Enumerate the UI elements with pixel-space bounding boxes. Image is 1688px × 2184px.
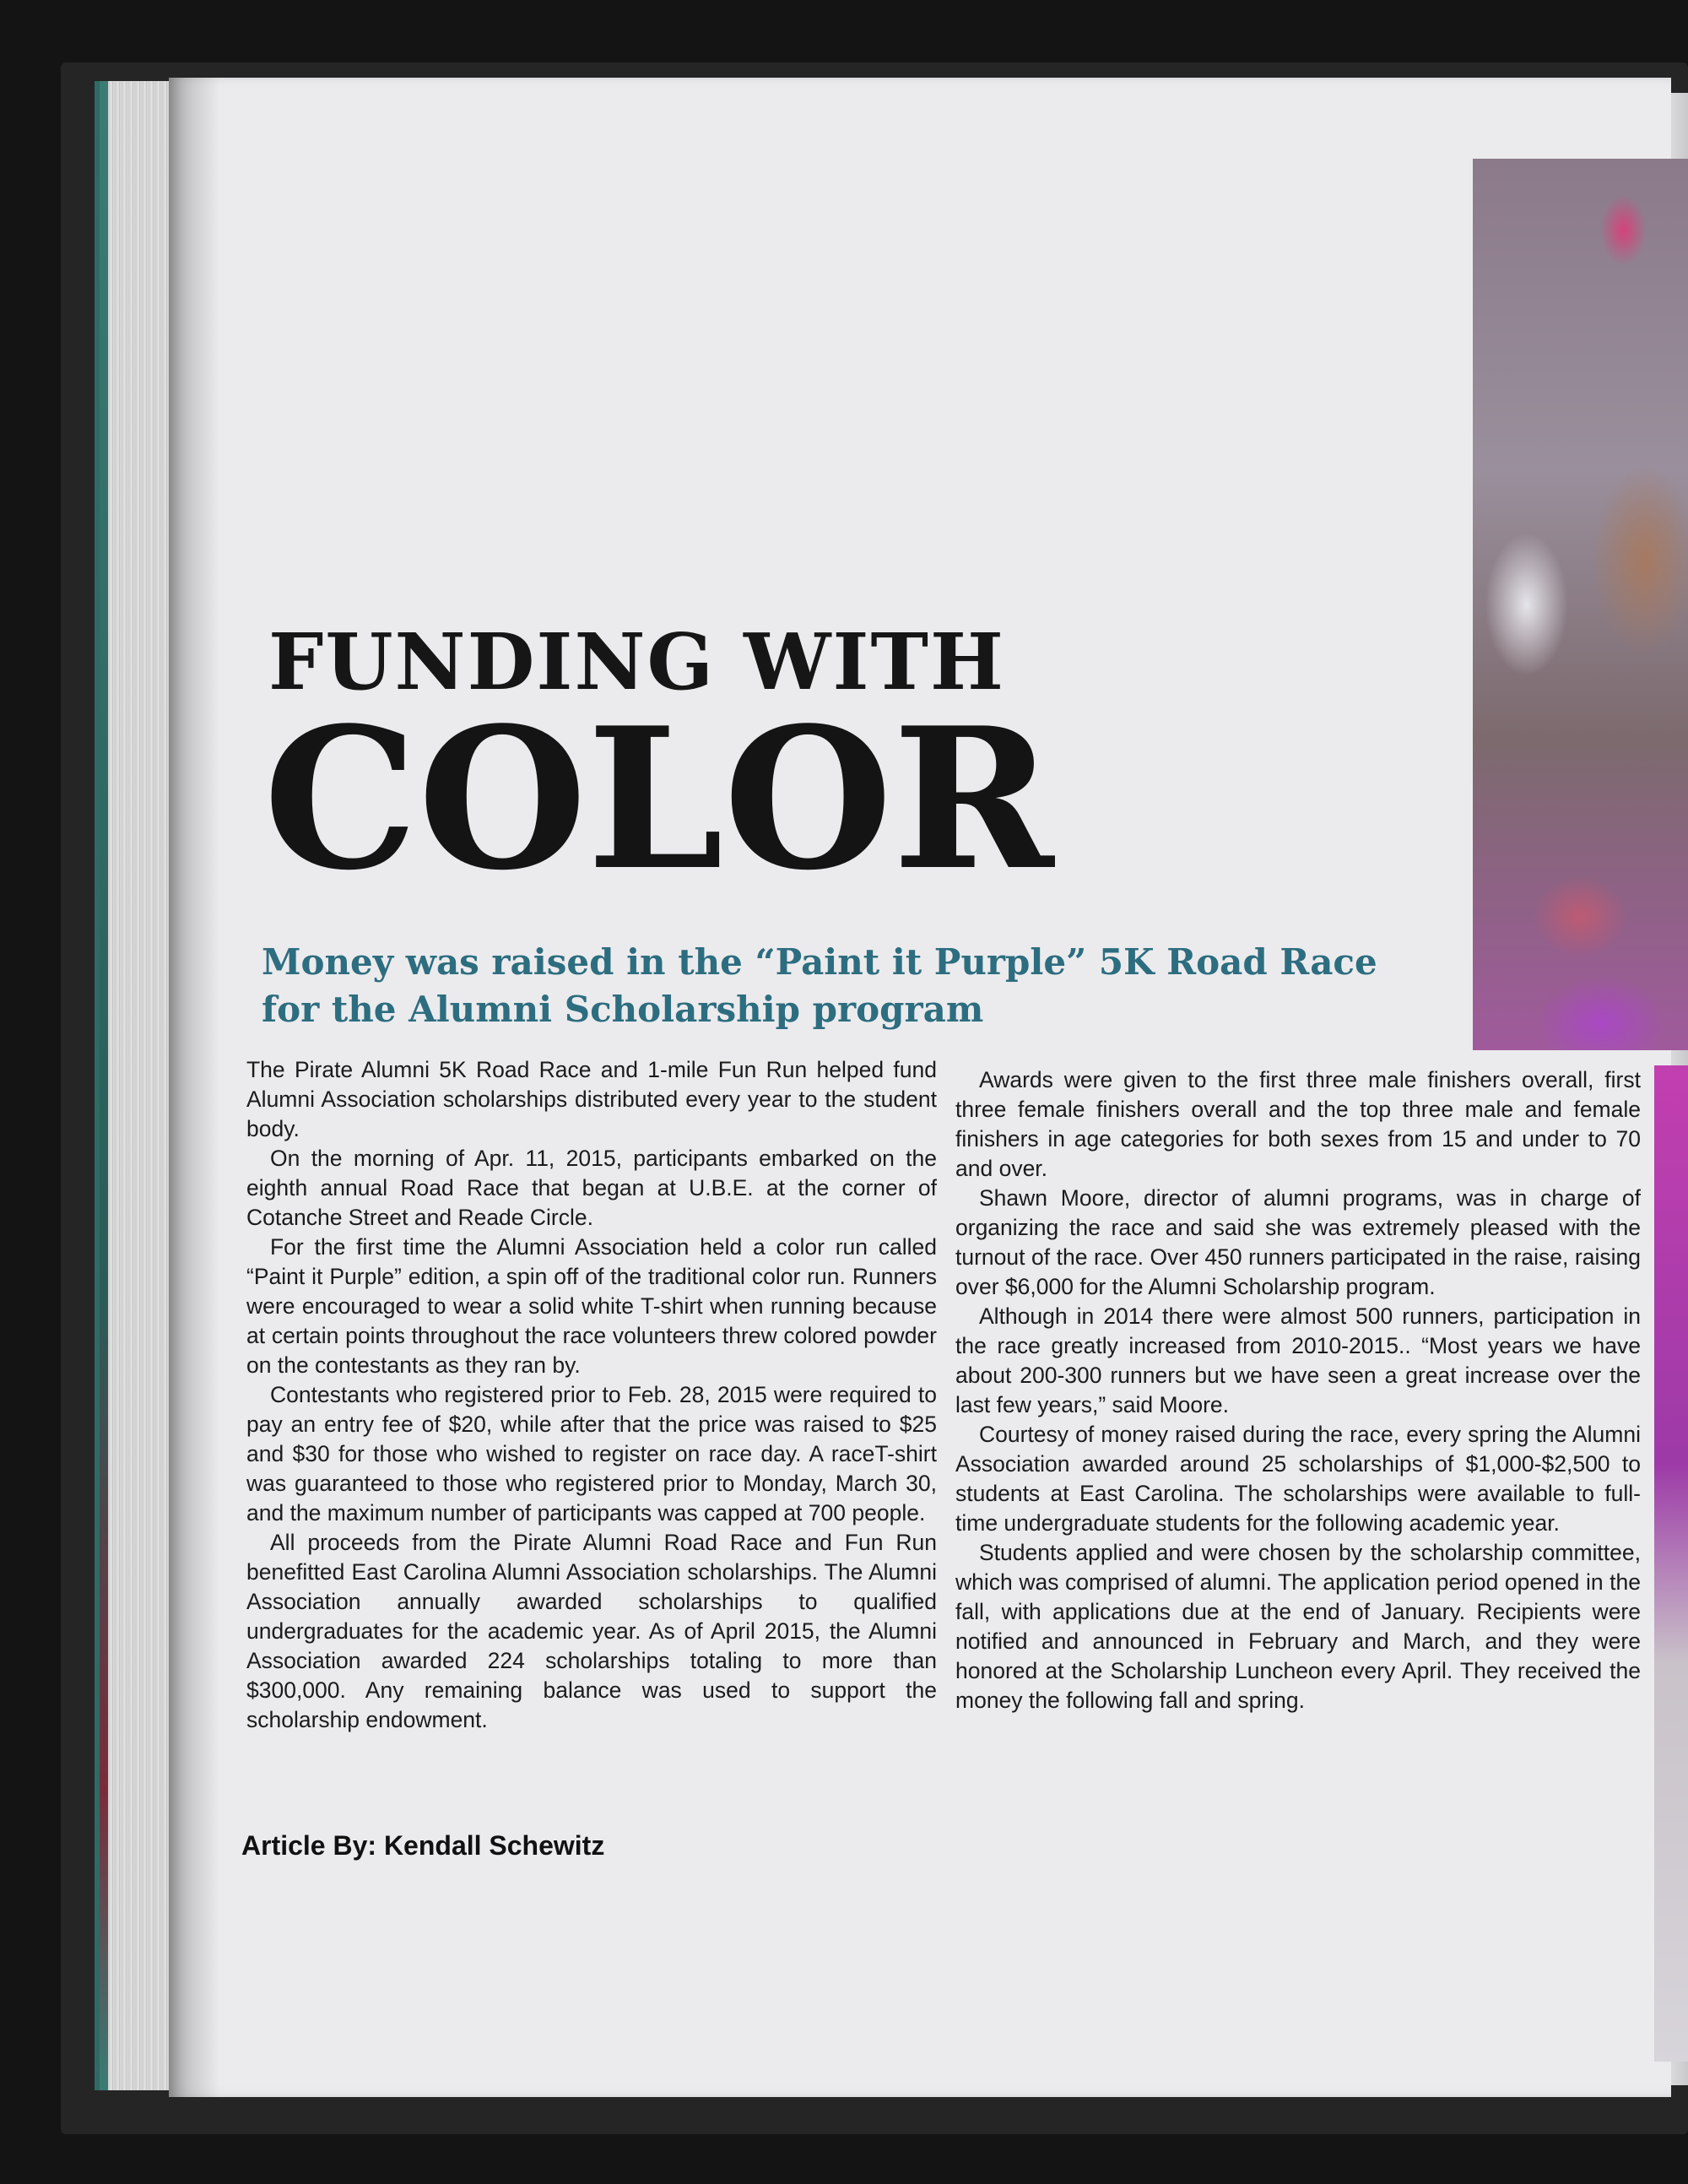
color-run-photo-lower — [1654, 1065, 1688, 2062]
spine-shadow — [169, 78, 219, 2097]
paragraph: For the first time the Alumni Association held a color run called “Paint it Purple” edition, a spin off of the traditional color run. Runners were encouraged to wear a solid white T-shirt when running because at certain points throughout the race volunteers threw colored powder on the contestants as they ran by. — [246, 1234, 937, 1378]
headline-top: FUNDING WITH — [268, 616, 1005, 707]
paragraph: All proceeds from the Pirate Alumni Road Race and Fun Run benefitted East Carolina Alumni Association scholarships. The Alumni Association annually awarded scholarships to qualified undergraduates for the academic year. As of April 2015, the Alumni Association awarded 224 scholarships totaling to more than $300,000. Any remaining balance was used to support the scholarship endowment. — [246, 1530, 937, 1732]
paragraph: Although in 2014 there were almost 500 runners, participation in the race greatly increased from 2010-2015.. “Most years we have about 200-300 runners but we have seen a great increase over the last few years,” said Moore. — [955, 1303, 1641, 1417]
article-column-right — [955, 1065, 1641, 1715]
paragraph: The Pirate Alumni 5K Road Race and 1-mile Fun Run helped fund Alumni Association scholarships distributed every year to the student body. — [246, 1057, 937, 1141]
article-column-left — [246, 1055, 937, 1735]
paragraph: Courtesy of money raised during the race, every spring the Alumni Association awarded around 25 scholarships of $1,000-$2,500 to students at East Carolina. The scholarships were available to full-time undergraduate students for the following academic year. — [955, 1422, 1641, 1536]
paragraph: Students applied and were chosen by the scholarship committee, which was comprised of alumni. The application period opened in the fall, with applications due at the end of January. Recipients were notified and announced in February and March, and they were honored at the Scholarship Luncheon every April. They received the money the following fall and spring. — [955, 1540, 1641, 1713]
paragraph: Shawn Moore, director of alumni programs, was in charge of organizing the race and said she was extremely pleased with the turnout of the race. Over 450 runners participated in the raise, raising over $6,000 for the Alumni Scholarship program. — [955, 1185, 1641, 1299]
subheading: Money was raised in the “Paint it Purple” 5K Road Race for the Alumni Scholarship program — [262, 941, 1377, 1030]
headline-main: COLOR — [263, 686, 1054, 913]
paragraph: Contestants who registered prior to Feb. 28, 2015 were required to pay an entry fee of $20, while after that the price was raised to $25 and $30 for those who wished to register on race day. A raceT-shirt was guaranteed to those who registered prior to Monday, March 30, and the maximum number of participants was capped at 700 people. — [246, 1382, 937, 1526]
paragraph: On the morning of Apr. 11, 2015, participants embarked on the eighth annual Road Race that began at U.B.E. at the corner of Cotanche Street and Reade Circle. — [246, 1146, 937, 1230]
byline: Article By: Kendall Schewitz — [241, 1830, 605, 1861]
paragraph: Awards were given to the first three male finishers overall, first three female finishers overall and the top three male and female finishers in age categories for both sexes from 15 and under to 70 and over. — [955, 1067, 1641, 1181]
color-run-photo — [1473, 159, 1688, 1050]
